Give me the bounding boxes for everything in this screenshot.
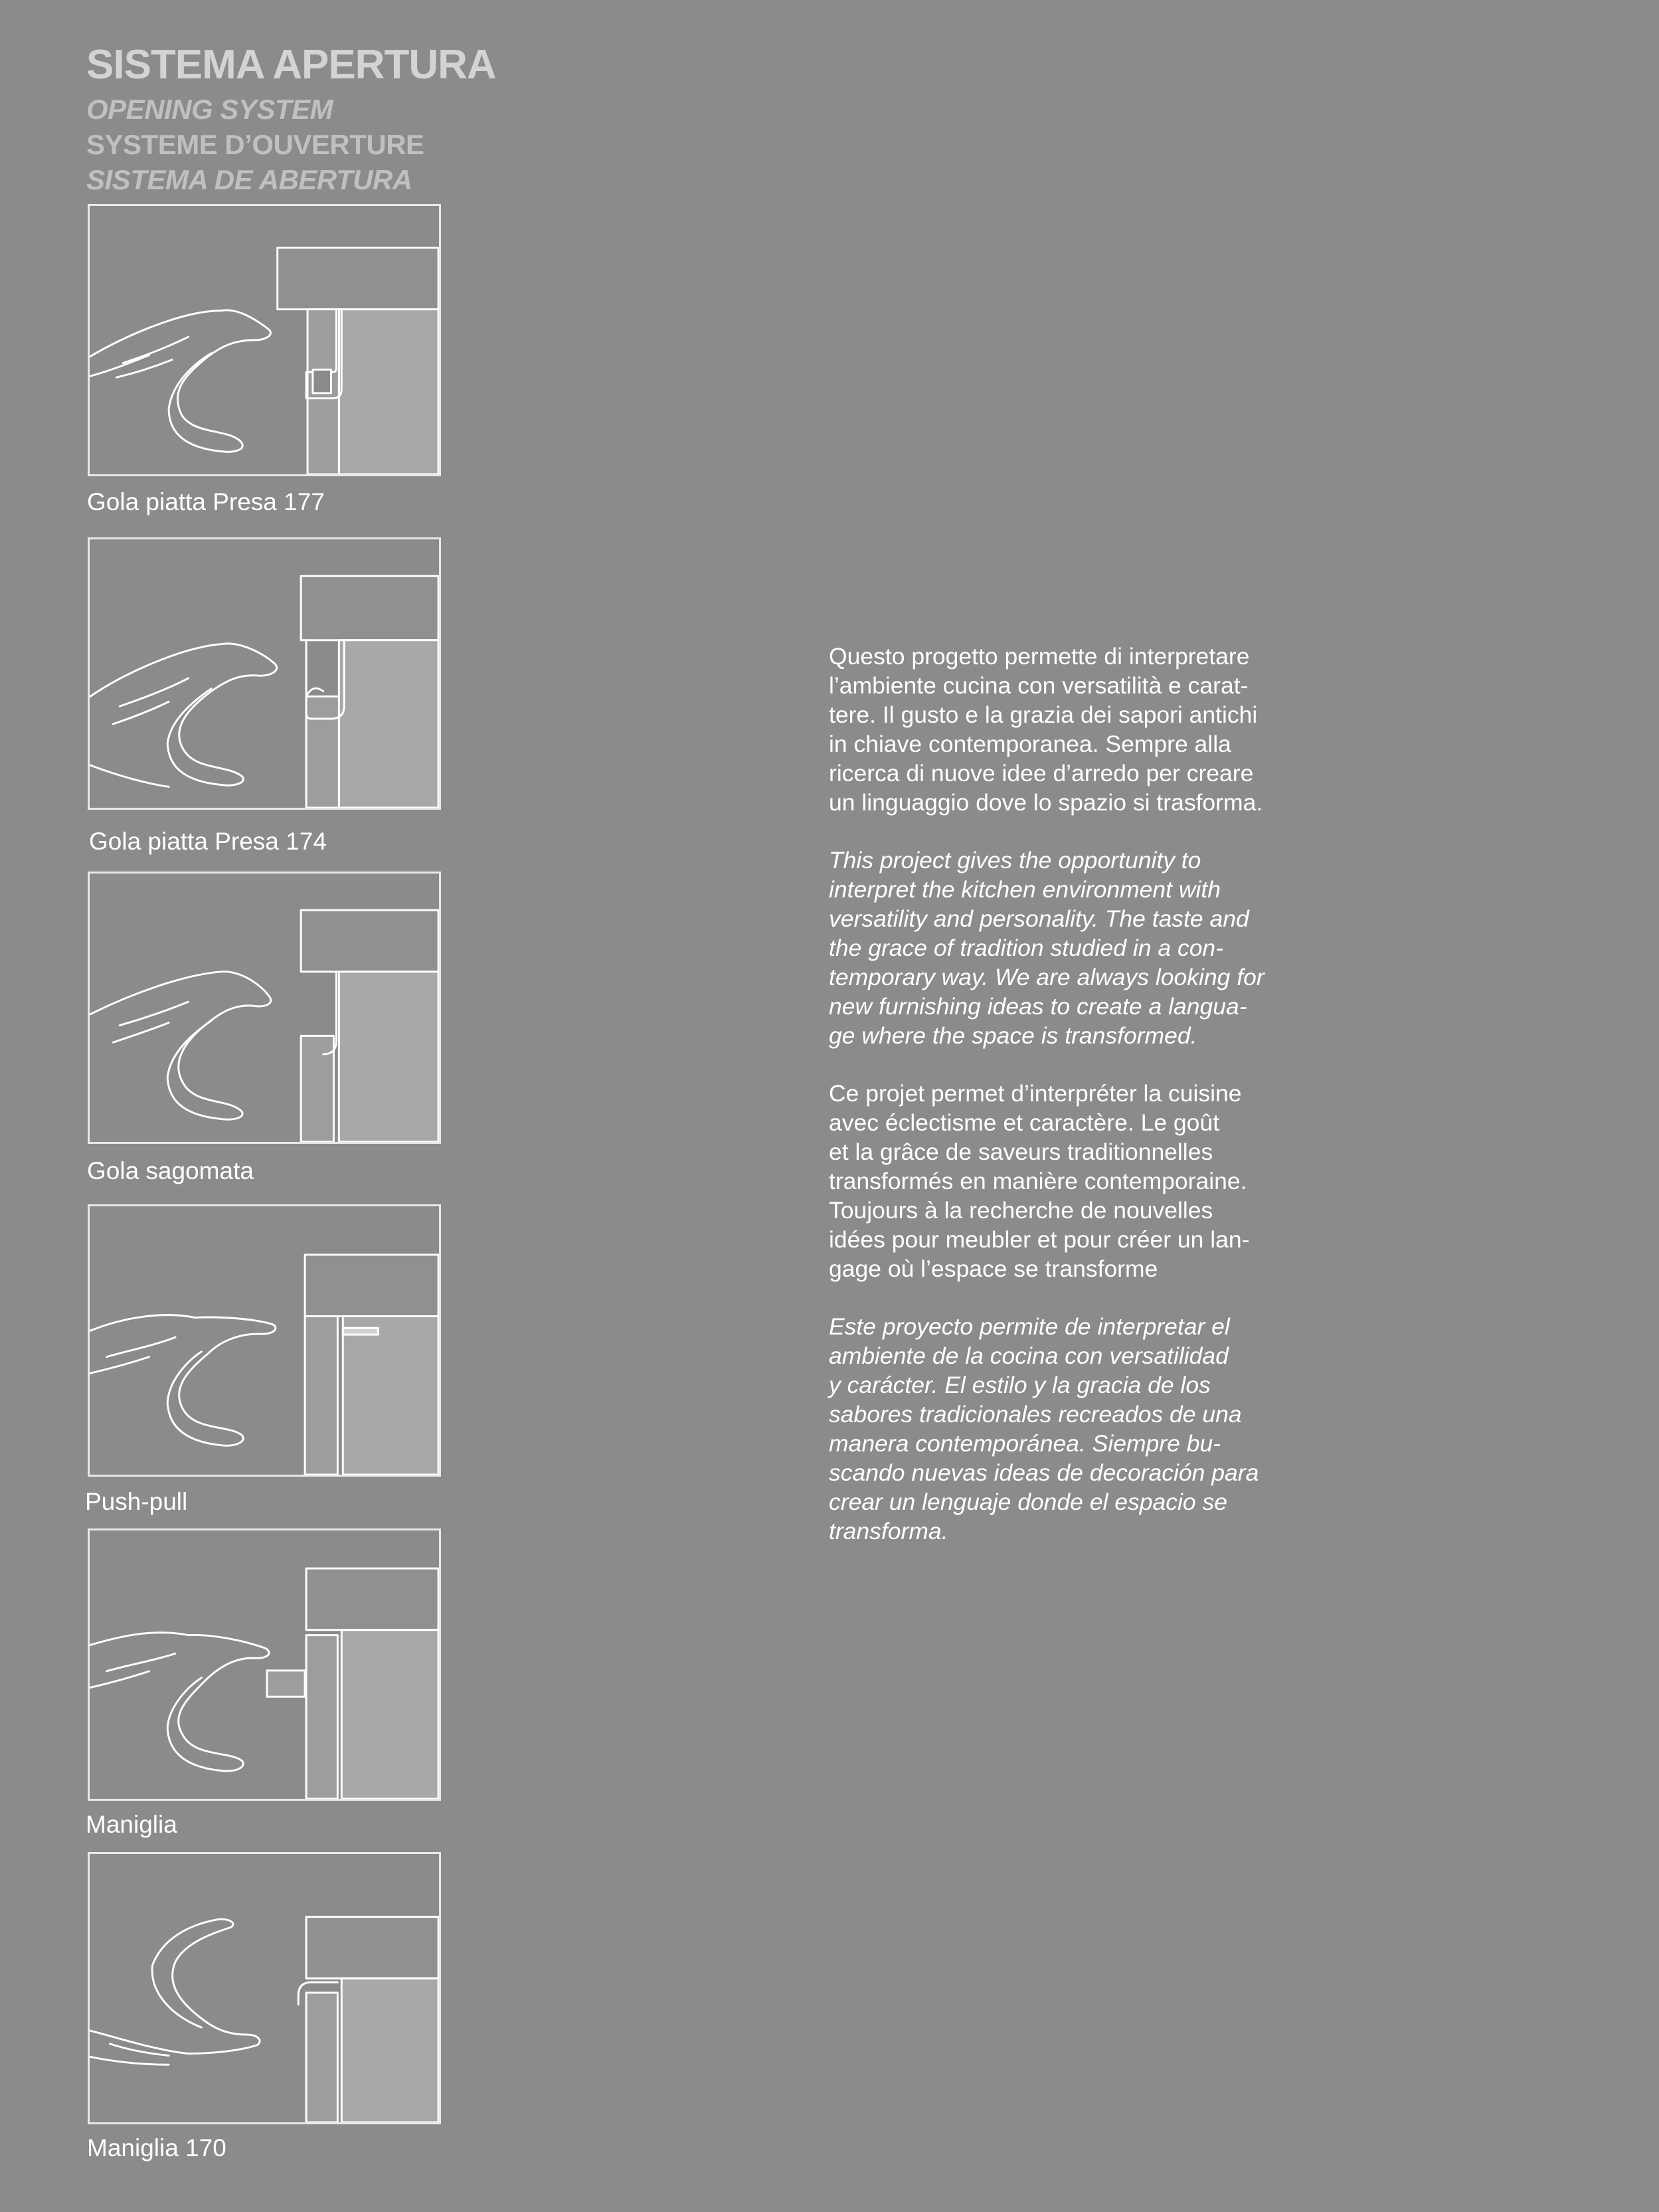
hand-maniglia-diagram <box>90 1530 439 1799</box>
subtitle-english: OPENING SYSTEM <box>86 94 333 125</box>
description-english: This project gives the opportunity to interpret the kitchen environment with versatility and personality. The taste and the grace of tradition studied in a con- temporary way. We are always looking for new furnishing ideas to create a langua- ge where the space is transformed. <box>829 847 1265 1049</box>
opening-system-panel-6 <box>88 1852 441 2124</box>
hand-gola-piatta-174-diagram <box>90 539 439 808</box>
title-block <box>86 39 496 197</box>
hand-gola-piatta-177-diagram <box>90 206 439 474</box>
hand-gola-sagomata-diagram <box>90 874 439 1142</box>
opening-system-panel-3 <box>88 872 441 1144</box>
opening-system-panel-5 <box>88 1528 441 1801</box>
caption-gola-sagomata: Gola sagomata <box>87 1157 254 1184</box>
caption-gola-piatta-177: Gola piatta Presa 177 <box>87 488 325 515</box>
hand-maniglia-170-diagram <box>90 1854 439 2122</box>
hand-push-pull-diagram <box>90 1206 439 1475</box>
subtitle-spanish: SISTEMA DE ABERTURA <box>86 164 412 195</box>
description-french: Ce projet permet d’interpréter la cuisine avec éclectisme et caractère. Le goût et la grâce de saveurs traditionnelles transformés en manière contemporaine. Toujours à la recherche de nouvelles idées pour meubler et pour créer un lan- gage où l’espace se transforme <box>829 1080 1250 1282</box>
description-spanish: Este proyecto permite de interpretar el ambiente de la cocina con versatilidad y carácter. El estilo y la gracia de los sabores tradicionales recreados de una manera contemporánea. Siempre bu- scando nuevas ideas de decoración para crear un lenguaje donde el espacio se transforma. <box>829 1313 1259 1544</box>
opening-system-panel-1 <box>88 204 441 476</box>
subtitle-french: SYSTEME D’OUVERTURE <box>86 129 424 160</box>
opening-system-panel-4 <box>88 1204 441 1477</box>
caption-push-pull: Push-pull <box>85 1488 188 1515</box>
opening-system-panel-2 <box>88 537 441 810</box>
description-column <box>829 642 1307 1574</box>
description-italian: Questo progetto permette di interpretare l’ambiente cucina con versatilità e carat- tere. Il gusto e la grazia dei sapori antichi in chiave contemporanea. Sempre alla ricerca di nuove idee d’arredo per creare un linguaggio dove lo spazio si trasforma. <box>829 643 1263 816</box>
caption-gola-piatta-174: Gola piatta Presa 174 <box>89 828 327 855</box>
caption-maniglia: Maniglia <box>86 1811 177 1838</box>
page-title: SISTEMA APERTURA <box>86 42 496 88</box>
caption-maniglia-170: Maniglia 170 <box>87 2134 226 2162</box>
